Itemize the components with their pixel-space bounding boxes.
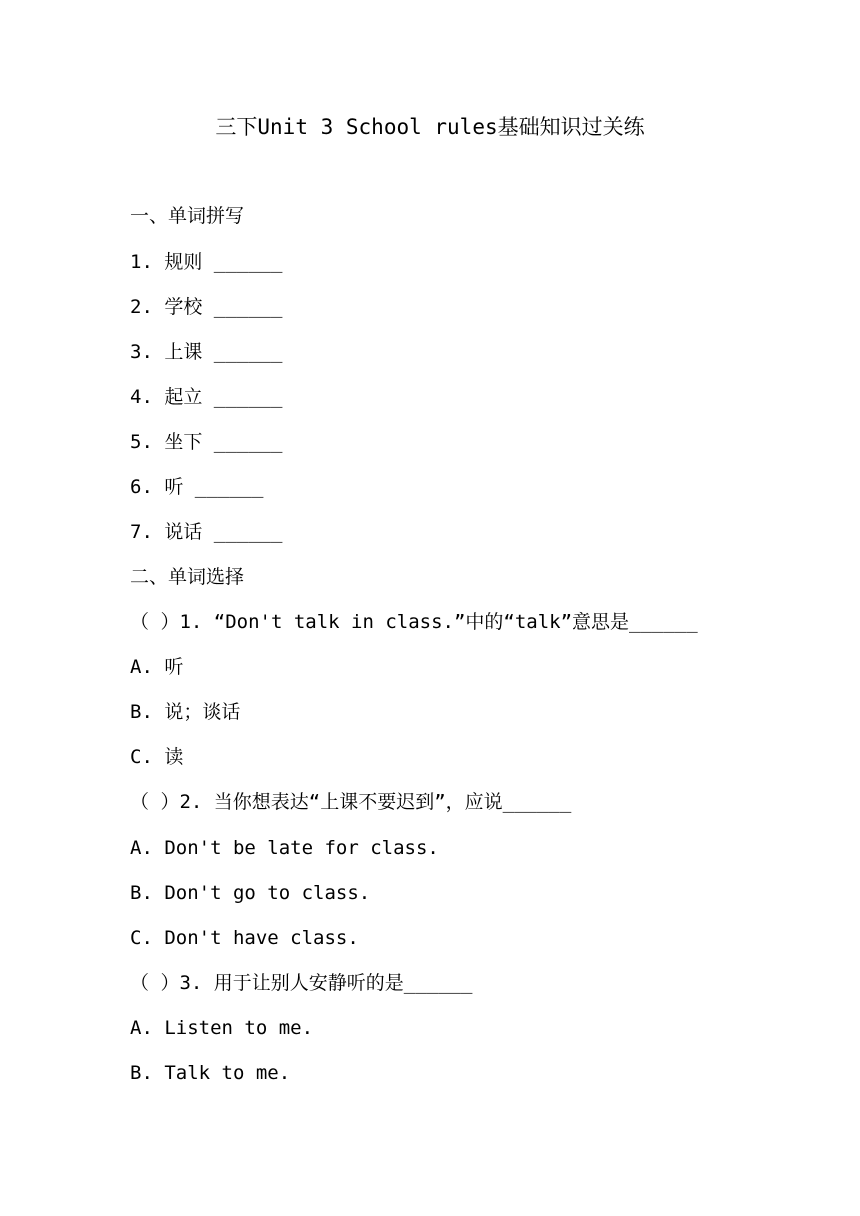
question-stem: （ ）1. “Don't talk in class.”中的“talk”意思是______ [130,611,698,633]
spelling-item: 4. 起立 ______ [130,386,283,408]
answer-option: C. 读 [130,746,184,768]
answer-option: A. 听 [130,656,184,678]
answer-option: A. Listen to me. [130,1017,314,1039]
answer-option: A. Don't be late for class. [130,837,439,859]
answer-option: B. Don't go to class. [130,882,371,904]
spelling-item: 7. 说话 ______ [130,521,283,543]
section-heading: 二、单词选择 [130,566,245,588]
spelling-item: 6. 听 ______ [130,476,264,498]
page-title: 三下Unit 3 School rules基础知识过关练 [215,115,645,139]
section-heading: 一、单词拼写 [130,205,245,227]
answer-option: C. Don't have class. [130,927,359,949]
answer-option: B. 说；谈话 [130,701,241,723]
spelling-item: 5. 坐下 ______ [130,431,283,453]
answer-option: B. Talk to me. [130,1062,291,1084]
spelling-item: 2. 学校 ______ [130,296,283,318]
question-stem: （ ）3. 用于让别人安静听的是______ [130,972,473,994]
question-stem: （ ）2. 当你想表达“上课不要迟到”，应说______ [130,791,572,813]
spelling-item: 1. 规则 ______ [130,251,283,273]
spelling-item: 3. 上课 ______ [130,341,283,363]
